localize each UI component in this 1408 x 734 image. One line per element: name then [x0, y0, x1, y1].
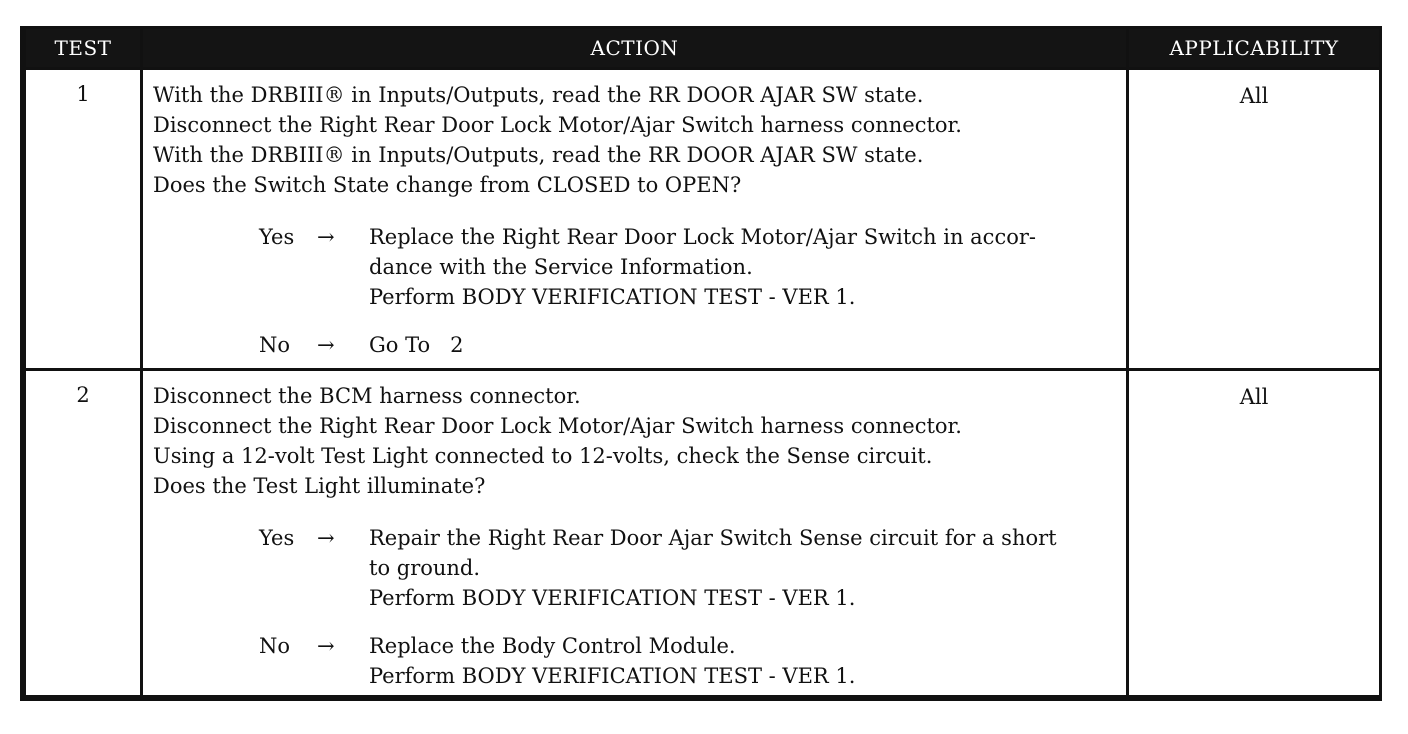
yes-result-line: Perform BODY VERIFICATION TEST - VER 1.	[369, 285, 856, 309]
action-content	[143, 70, 1126, 360]
no-result-line: Replace the Body Control Module.	[369, 634, 736, 658]
test-number-cell	[25, 370, 142, 697]
no-result-line: Go To 2	[369, 333, 464, 357]
action-step: Disconnect the Right Rear Door Lock Motor/Ajar Switch harness connector.	[153, 113, 962, 137]
action-step: Disconnect the BCM harness connector.	[153, 384, 581, 408]
right-arrow-icon: →	[317, 526, 335, 550]
header-row	[25, 29, 1381, 69]
yes-result-line: dance with the Service Information.	[369, 255, 753, 279]
table-row	[25, 370, 1381, 697]
no-outcome	[259, 631, 1120, 691]
no-outcome	[259, 330, 1120, 360]
no-label: No	[259, 333, 291, 357]
yes-result-line: Repair the Right Rear Door Ajar Switch Sense circuit for a short	[369, 526, 1057, 550]
diagnostic-test-table	[20, 26, 1382, 701]
test-number: 2	[76, 383, 90, 407]
applicability-cell	[1128, 69, 1381, 370]
header-applicability: APPLICABILITY	[1128, 29, 1381, 69]
action-question: Does the Switch State change from CLOSED to OPEN?	[153, 173, 742, 197]
applicability-cell	[1128, 370, 1381, 697]
action-step: Using a 12-volt Test Light connected to 12-volts, check the Sense circuit.	[153, 444, 933, 468]
yes-outcome	[259, 222, 1120, 312]
no-result-line: Perform BODY VERIFICATION TEST - VER 1.	[369, 664, 856, 688]
action-step: Disconnect the Right Rear Door Lock Motor/Ajar Switch harness connector.	[153, 414, 962, 438]
action-content	[143, 371, 1126, 691]
table-row	[25, 69, 1381, 370]
yes-result	[369, 523, 1120, 613]
header-action: ACTION	[142, 29, 1128, 69]
yes-result	[369, 222, 1120, 312]
test-number-cell	[25, 69, 142, 370]
action-question: Does the Test Light illuminate?	[153, 474, 486, 498]
applicability-value: All	[1239, 84, 1269, 108]
action-cell	[142, 370, 1128, 697]
yes-result-line: Replace the Right Rear Door Lock Motor/Ajar Switch in accor-	[369, 225, 1036, 249]
no-label: No	[259, 634, 291, 658]
action-step: With the DRBIII® in Inputs/Outputs, read the RR DOOR AJAR SW state.	[153, 83, 924, 107]
yes-outcome	[259, 523, 1120, 613]
action-step: With the DRBIII® in Inputs/Outputs, read the RR DOOR AJAR SW state.	[153, 143, 924, 167]
yes-result-line: to ground.	[369, 556, 481, 580]
no-result	[369, 330, 1120, 360]
test-number: 1	[76, 82, 90, 106]
yes-label: Yes	[259, 526, 295, 550]
right-arrow-icon: →	[317, 225, 335, 249]
no-result	[369, 631, 1120, 691]
header-test: TEST	[25, 29, 142, 69]
yes-result-line: Perform BODY VERIFICATION TEST - VER 1.	[369, 586, 856, 610]
action-cell	[142, 69, 1128, 370]
test-table	[23, 29, 1382, 698]
applicability-value: All	[1239, 385, 1269, 409]
right-arrow-icon: →	[317, 634, 335, 658]
right-arrow-icon: →	[317, 333, 335, 357]
yes-label: Yes	[259, 225, 295, 249]
